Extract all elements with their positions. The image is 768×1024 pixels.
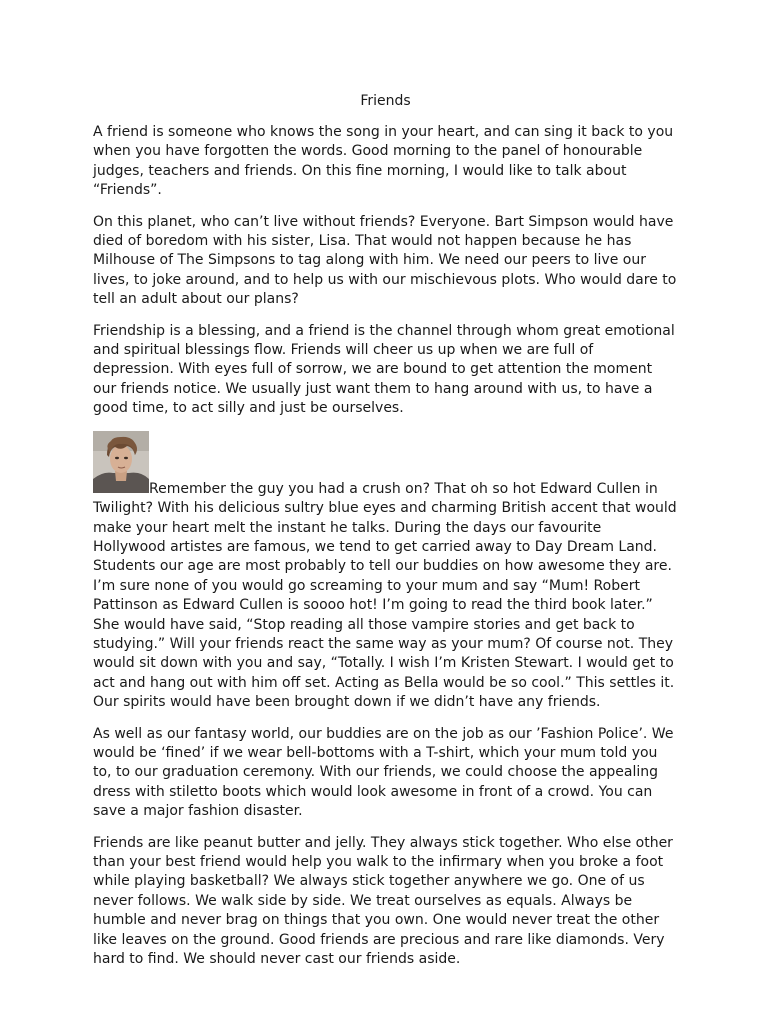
paragraph-6: Friends are like peanut butter and jelly. They always stick together. Who else other than your best friend would help you walk to the infirmary when you broke a foot while playing basketball? We always stick together anywhere we go. One of us never follows. We walk side by side. We treat ourselves as equals. Always be humble and never brag on things that you own. One would never treat the other like leaves on the ground. Good friends are precious and rare like diamonds. Very hard to find. We should never cast our friends aside.: [93, 834, 673, 968]
paragraph-1: A friend is someone who knows the song in your heart, and can sing it back to you when you have forgotten the words. Good morning to the panel of honourable judges, teachers and friends. On this fine morning, I would like to talk about “Friends”.: [93, 124, 674, 199]
document-title: Friends: [360, 93, 411, 109]
paragraph-4-text: Remember the guy you had a crush on? That oh so hot Edward Cullen in Twilight? With his delicious sultry blue eyes and charming British accent that would make your heart melt the instant he talks. During the days our favourite Hollywood artistes are famous, we tend to get carried away to Day Dream Land. Students our age are most probably to tell our buddies on how awesome they are. I’m sure none of you would go screaming to your mum and say “Mum! Robert Pattinson as Edward Cullen is soooo hot! I’m going to read the third book later.” She would have said, “Stop reading all those vampire stories and get back to studying.” Will your friends react the same way as your mum? Of course not. They would sit down with you and say, “Totally. I wish I’m Kristen Stewart. I would get to act and hang out with him off set. Acting as Bella would be so cool.” This settles it. Our spirits would have been brought down if we didn’t have any friends.: [93, 480, 677, 711]
paragraph-3: Friendship is a blessing, and a friend is the channel through whom great emotional and spiritual blessings flow. Friends will cheer us up when we are full of depression. With eyes full of sorrow, we are bound to get attention the moment our friends notice. We usually just want them to hang around with us, to have a good time, to act silly and just be ourselves.: [93, 322, 675, 417]
paragraph-4-container: [93, 431, 678, 713]
portrait-photo: [93, 431, 149, 493]
document-page: [93, 92, 678, 981]
paragraph-5: As well as our fantasy world, our buddies are on the job as our ’Fashion Police’. We would be ‘fined’ if we wear bell-bottoms with a T-shirt, which your mum told you to, to our graduation ceremony. With our friends, we could choose the appealing dress with stiletto boots which would look awesome in front of a crowd. You can save a major fashion disaster.: [93, 725, 674, 820]
paragraph-2: On this planet, who can’t live without friends? Everyone. Bart Simpson would have died of boredom with his sister, Lisa. That would not happen because he has Milhouse of The Simpsons to tag along with him. We need our peers to live our lives, to joke around, and to help us with our mischievous plots. Who would dare to tell an adult about our plans?: [93, 213, 677, 308]
